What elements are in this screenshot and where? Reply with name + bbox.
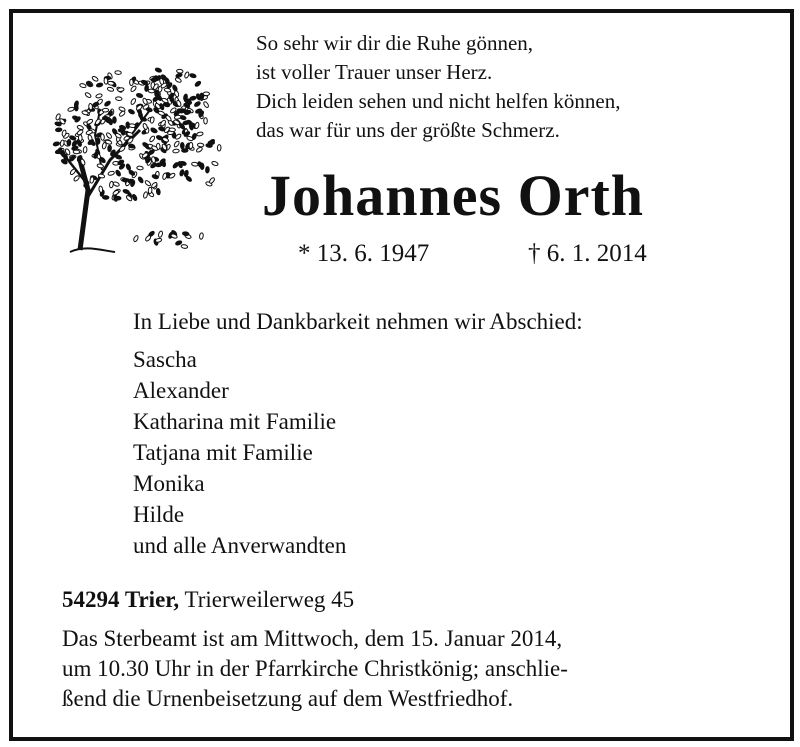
service-line: um 10.30 Uhr in der Pfarrkirche Christkönig; anschlie- <box>62 656 568 681</box>
mourner: Hilde <box>133 502 185 527</box>
mourner: Monika <box>133 471 205 496</box>
birth-date: * 13. 6. 1947 <box>298 240 430 267</box>
poem-line: das war für uns der größte Schmerz. <box>256 118 560 142</box>
mourner: Tatjana mit Familie <box>133 440 313 465</box>
poem-line: So sehr wir dir die Ruhe gönnen, <box>256 31 534 55</box>
service-line: ßend die Urnenbeisetzung auf dem Westfriedhof. <box>62 686 514 711</box>
mourners-list <box>133 344 346 561</box>
mourner: Sascha <box>133 347 197 372</box>
poem <box>256 29 776 145</box>
service-line: Das Sterbeamt ist am Mittwoch, dem 15. Januar 2014, <box>62 626 563 651</box>
poem-line: Dich leiden sehen und nicht helfen können, <box>256 89 621 113</box>
poem-line: ist voller Trauer unser Herz. <box>256 60 493 84</box>
death-date: † 6. 1. 2014 <box>528 240 647 267</box>
windblown-tree-icon <box>40 40 230 260</box>
address-street: Trierweilerweg 45 <box>184 587 355 612</box>
address-city: 54294 Trier, <box>62 587 180 612</box>
mourner: und alle Anverwandten <box>133 533 347 558</box>
address <box>62 587 354 613</box>
service-notice <box>62 624 568 714</box>
farewell-intro: In Liebe und Dankbarkeit nehmen wir Abschied: <box>133 309 583 334</box>
mourner: Katharina mit Familie <box>133 409 337 434</box>
mourner: Alexander <box>133 378 229 403</box>
deceased-name: Johannes Orth <box>262 163 645 228</box>
